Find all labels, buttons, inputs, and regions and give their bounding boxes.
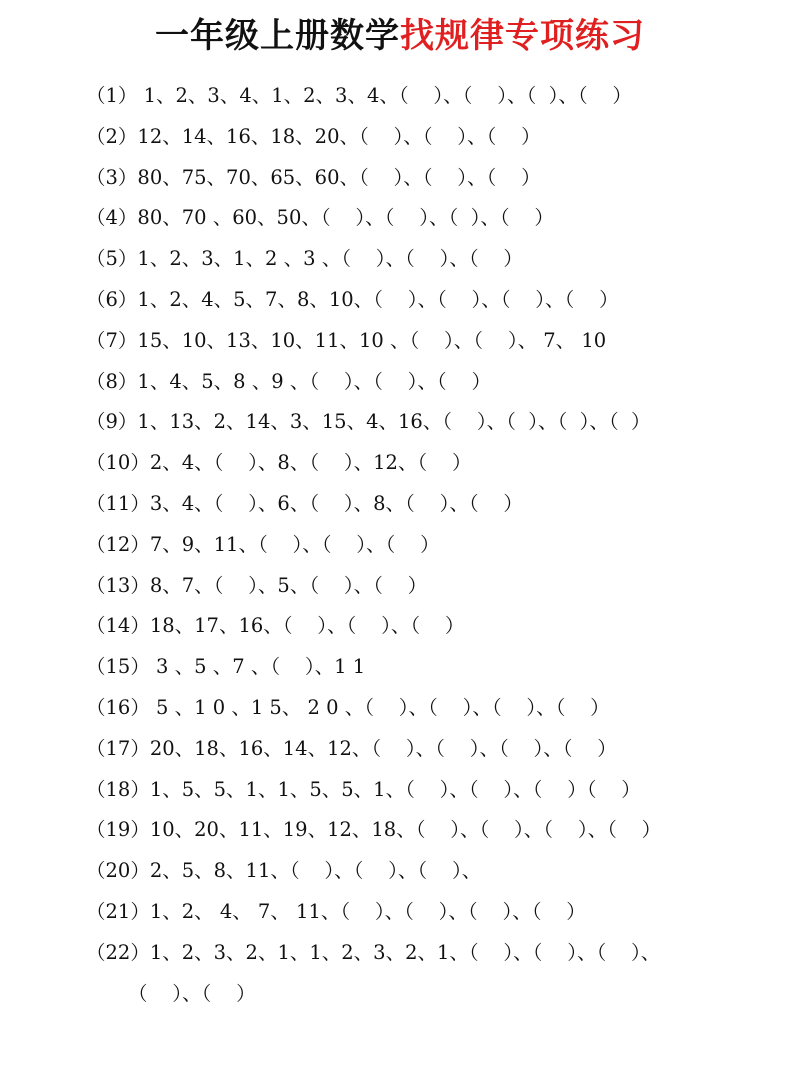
exercise-item-3: （3）80、75、70、65、60、（ ）、（ ）、（ ） — [86, 165, 541, 189]
exercise-item-16: （16） 5 、1 0 、1 5、 2 0 、（ ）、（ ）、（ ）、（ ） — [86, 695, 610, 719]
exercise-list — [86, 76, 776, 1014]
exercise-item-2: （2）12、14、16、18、20、（ ）、（ ）、（ ） — [86, 124, 541, 148]
exercise-item-20: （20）2、5、8、11、（ ）、（ ）、（ ）、 — [86, 859, 482, 883]
exercise-item-15: （15） 3 、5 、7 、（ ）、1 1 — [86, 655, 366, 679]
title-red-part: 找规律专项练习 — [400, 16, 645, 56]
page-title — [0, 14, 800, 58]
exercise-item-17: （17）20、18、16、14、12、（ ）、（ ）、（ ）、（ ） — [86, 736, 617, 760]
exercise-item-9: （9）1、13、2、14、3、15、4、16、（ ）、（ ）、（ ）、（ ） — [86, 410, 651, 434]
exercise-item-22-continued: （ ）、（ ） — [128, 981, 256, 1005]
exercise-item-22: （22）1、2、3、2、1、1、2、3、2、1、（ ）、（ ）、（ ）、 — [86, 940, 661, 964]
title-black-part: 一年级上册数学 — [155, 16, 400, 56]
exercise-item-1: （1） 1、2、3、4、1、2、3、4、（ ）、（ ）、（ ）、（ ） — [86, 84, 632, 107]
exercise-item-18: （18）1、5、5、1、1、5、5、1、（ ）、（ ）、（ ）（ ） — [86, 777, 641, 801]
exercise-item-6: （6）1、2、4、5、7、8、10、（ ）、（ ）、（ ）、（ ） — [86, 287, 619, 311]
exercise-item-10: （10）2、4、（ ）、8、（ ）、12、（ ） — [86, 451, 472, 475]
exercise-item-13: （13）8、7、（ ）、5、（ ）、（ ） — [86, 573, 428, 597]
exercise-item-11: （11）3、4、（ ）、6、（ ）、8、（ ）、（ ） — [86, 491, 523, 515]
exercise-item-4: （4）80、70 、60、50、（ ）、（ ）、（ ）、（ ） — [86, 206, 554, 230]
exercise-item-19: （19）10、20、11、19、12、18、（ ）、（ ）、（ ）、（ ） — [86, 818, 662, 842]
exercise-item-14: （14）18、17、16、（ ）、（ ）、（ ） — [86, 614, 465, 638]
exercise-item-7: （7）15、10、13、10、11、10 、（ ）、（ ）、 7、 10 — [86, 328, 607, 352]
exercise-item-21: （21）1、2、 4、 7、 11、（ ）、（ ）、（ ）、（ ） — [86, 899, 586, 923]
exercise-item-12: （12）7、9、11、（ ）、（ ）、（ ） — [86, 532, 440, 556]
exercise-item-8: （8）1、4、5、8 、9 、（ ）、（ ）、（ ） — [86, 369, 491, 393]
exercise-item-5: （5）1、2、3、1、2 、3 、（ ）、（ ）、（ ） — [86, 247, 523, 271]
